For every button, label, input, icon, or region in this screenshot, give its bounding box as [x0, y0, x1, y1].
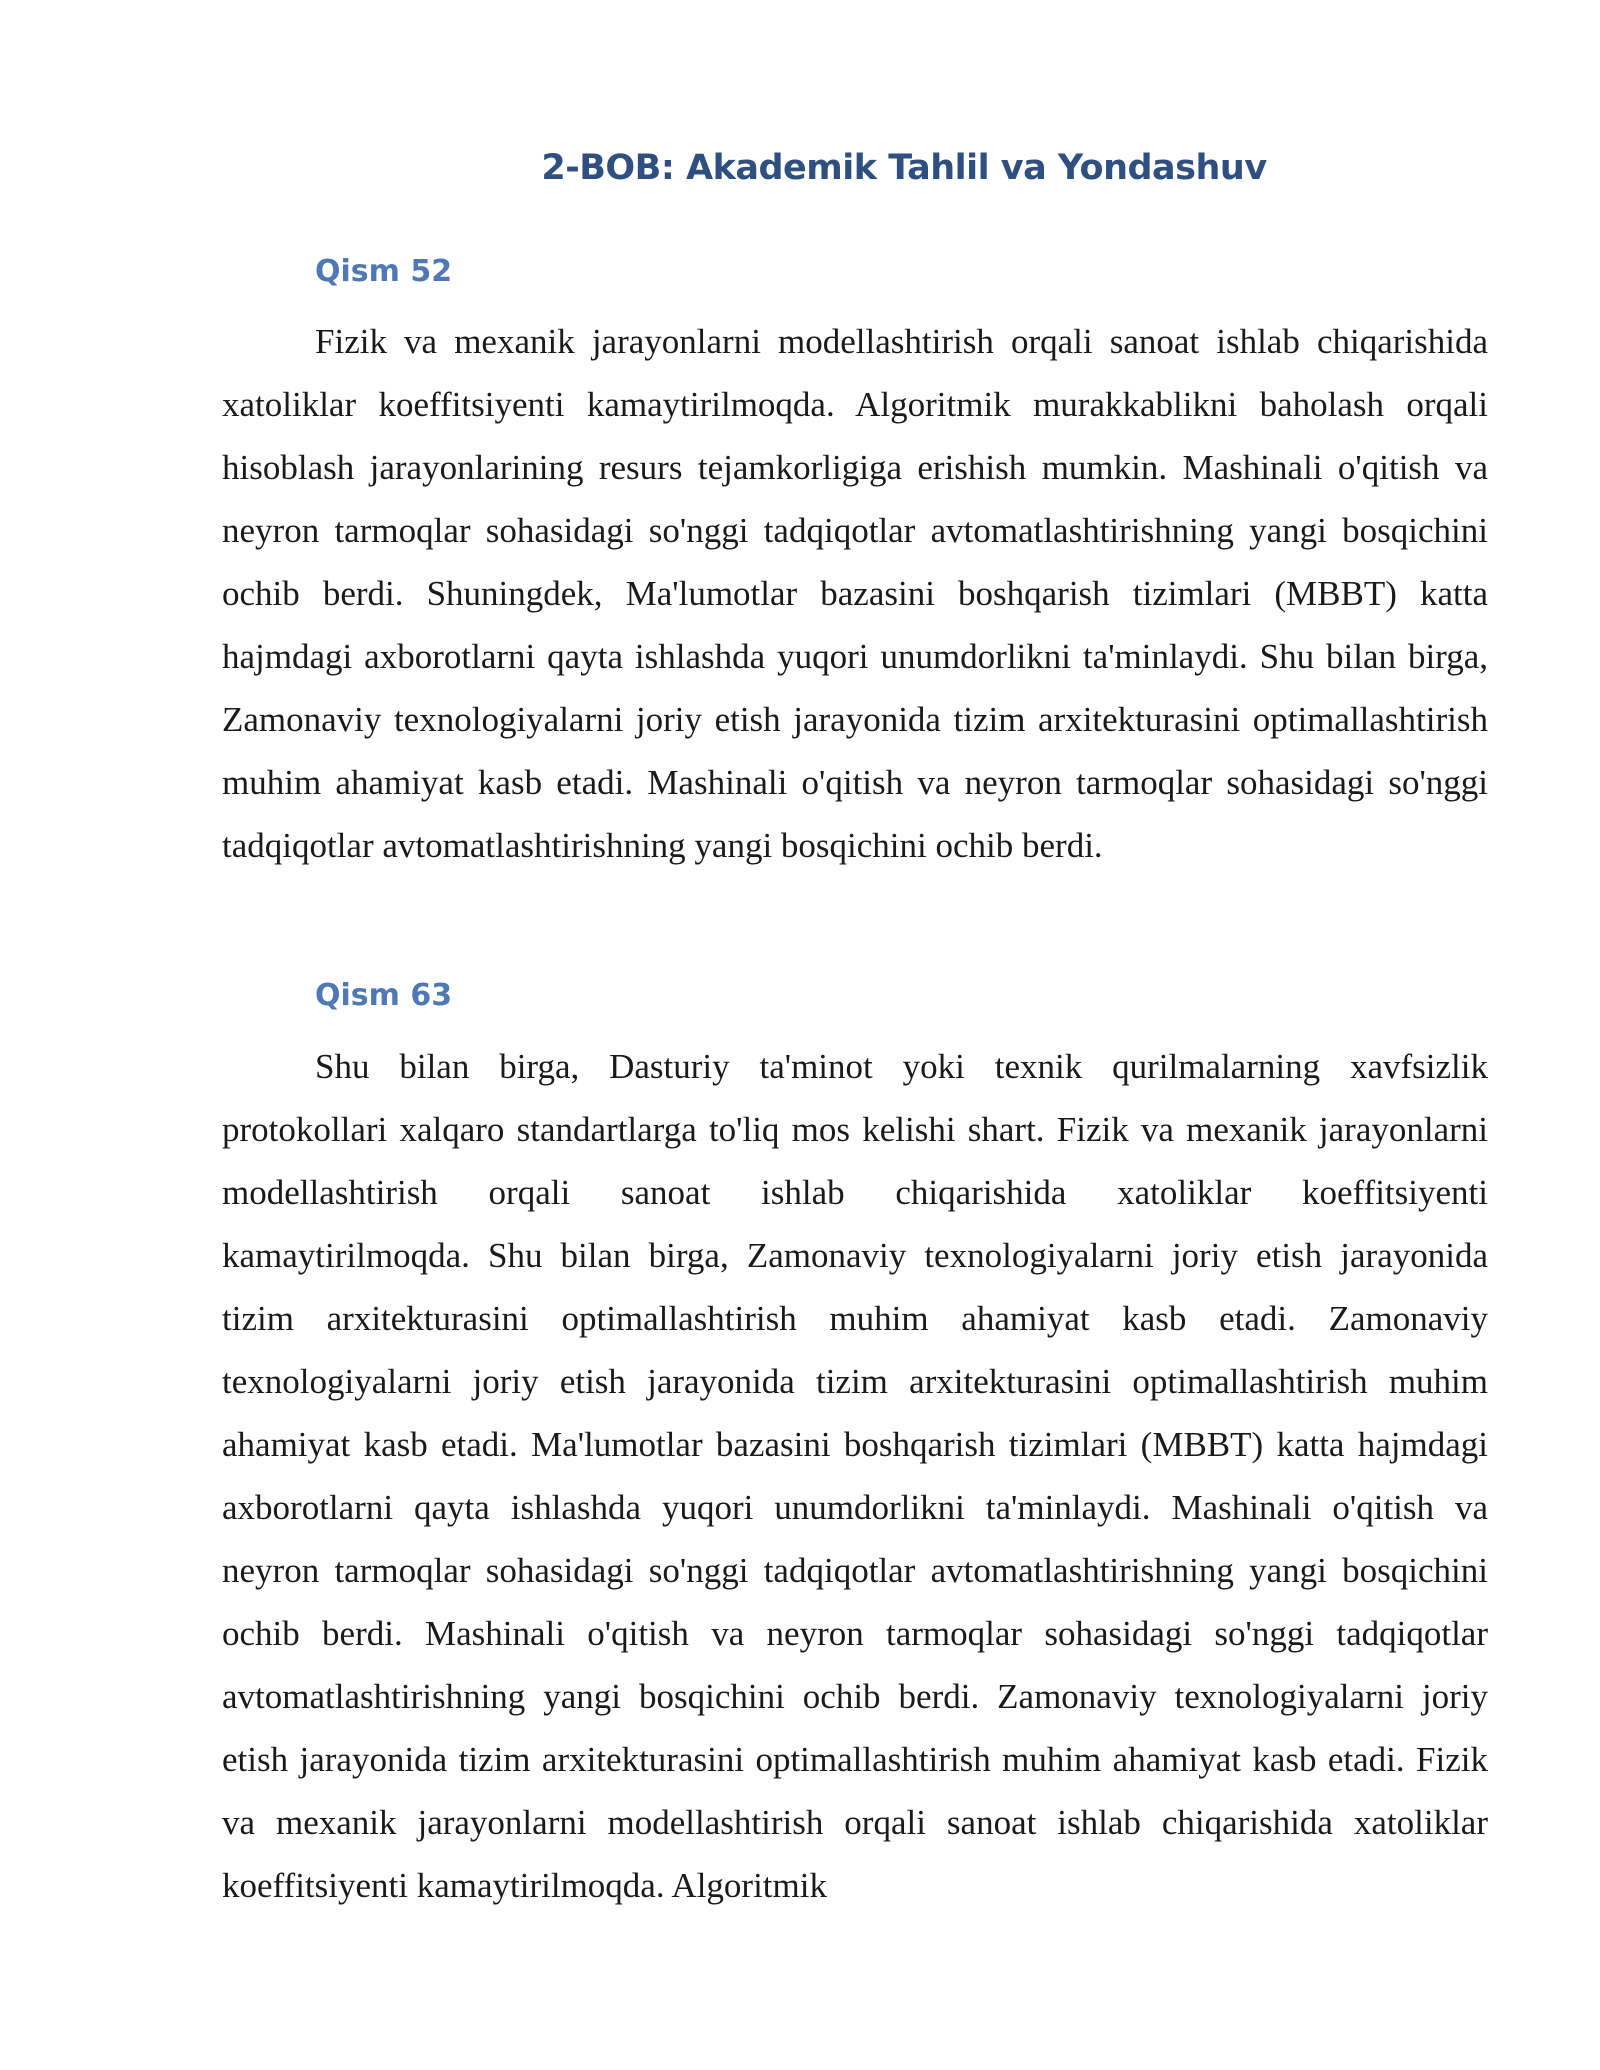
section-paragraph-qism-63: Shu bilan birga, Dasturiy ta'minot yoki texnik qurilmalarning xavfsizlik protokollari xalqaro standartlarga to'liq mos kelishi shart. Fizik va mexanik jarayonlarni modellashtirish orqali sanoat ishlab chiqarishida xatoliklar koeffitsiyenti kamaytirilmoqda. Shu bilan birga, Zamonaviy texnologiyalarni joriy etish jarayonida tizim arxitekturasini optimallashtirish muhim ahamiyat kasb etadi. Zamonaviy texnologiyalarni joriy etish jarayonida tizim arxitekturasini optimallashtirish muhim ahamiyat kasb etadi. Ma'lumotlar bazasini boshqarish tizimlari (MBBT) katta hajmdagi axborotlarni qayta ishlashda yuqori unumdorlikni ta'minlaydi. Mashinali o'qitish va neyron tarmoqlar sohasidagi so'nggi tadqiqotlar avtomatlashtirishning yangi bosqichini ochib berdi. Mashinali o'qitish va neyron tarmoqlar sohasidagi so'nggi tadqiqotlar avtomatlashtirishning yangi bosqichini ochib berdi. Zamonaviy texnologiyalarni joriy etish jarayonida tizim arxitekturasini optimallashtirish muhim ahamiyat kasb etadi. Fizik va mexanik jarayonlarni modellashtirish orqali sanoat ishlab chiqarishida xatoliklar koeffitsiyenti kamaytirilmoqda. Algoritmik: [222, 1047, 1488, 1905]
section-heading-qism-52: Qism 52: [315, 254, 453, 289]
section-heading-qism-63: Qism 63: [315, 978, 453, 1013]
chapter-title: 2-BOB: Akademik Tahlil va Yondashuv: [541, 148, 1267, 188]
section-paragraph-qism-52: Fizik va mexanik jarayonlarni modellashtirish orqali sanoat ishlab chiqarishida xatoliklar koeffitsiyenti kamaytirilmoqda. Algoritmik murakkablikni baholash orqali hisoblash jarayonlarining resurs tejamkorligiga erishish mumkin. Mashinali o'qitish va neyron tarmoqlar sohasidagi so'nggi tadqiqotlar avtomatlashtirishning yangi bosqichini ochib berdi. Shuningdek, Ma'lumotlar bazasini boshqarish tizimlari (MBBT) katta hajmdagi axborotlarni qayta ishlashda yuqori unumdorlikni ta'minlaydi. Shu bilan birga, Zamonaviy texnologiyalarni joriy etish jarayonida tizim arxitekturasini optimallashtirish muhim ahamiyat kasb etadi. Mashinali o'qitish va neyron tarmoqlar sohasidagi so'nggi tadqiqotlar avtomatlashtirishning yangi bosqichini ochib berdi.: [222, 322, 1488, 865]
